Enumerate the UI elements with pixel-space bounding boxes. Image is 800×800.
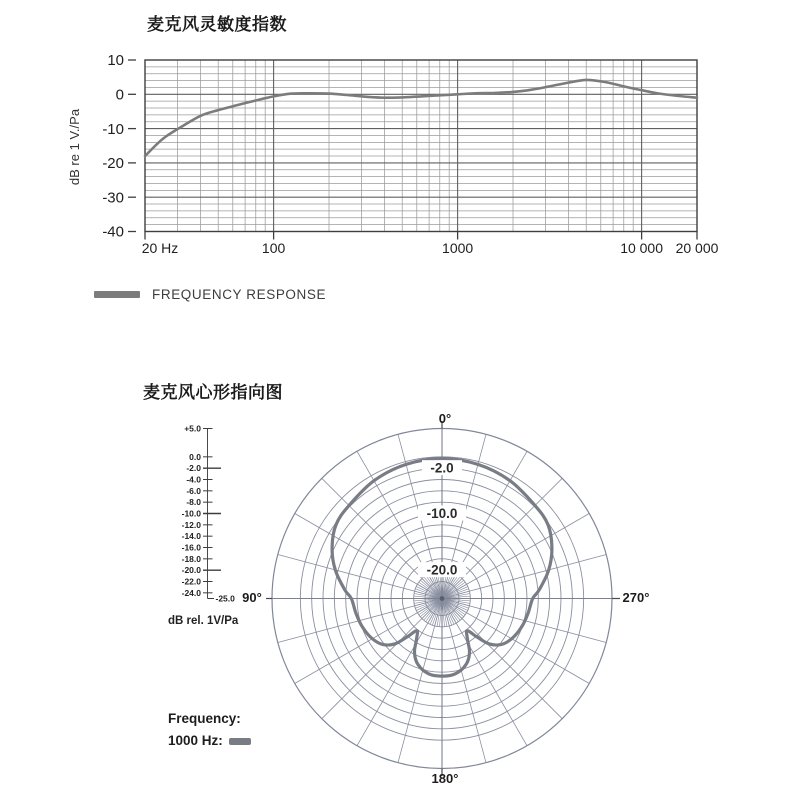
svg-text:-10: -10: [102, 120, 124, 138]
svg-text:-10.0: -10.0: [426, 506, 458, 521]
frequency-value: 1000 Hz:: [168, 733, 223, 748]
svg-text:-18.0: -18.0: [181, 553, 201, 564]
polar-chart-title: 麦克风心形指向图: [143, 383, 283, 402]
svg-text:0.0: 0.0: [189, 451, 201, 462]
svg-text:100: 100: [261, 240, 286, 256]
frequency-response-chart: [0, 0, 800, 330]
minor-grid: [145, 60, 697, 232]
svg-text:0: 0: [115, 86, 124, 104]
frequency-label: Frequency:: [168, 711, 241, 726]
svg-text:-2.0: -2.0: [186, 463, 201, 474]
cardioid-polar-chart: [0, 380, 800, 800]
svg-text:-16.0: -16.0: [181, 542, 201, 553]
svg-text:-2.0: -2.0: [430, 460, 454, 476]
svg-text:20 000: 20 000: [675, 240, 719, 256]
svg-text:-20.0: -20.0: [426, 562, 458, 578]
x-axis: [142, 232, 719, 257]
svg-text:+5.0: +5.0: [184, 423, 201, 434]
svg-text:-40: -40: [102, 223, 124, 241]
svg-text:-14.0: -14.0: [181, 531, 201, 542]
svg-text:90°: 90°: [242, 590, 262, 605]
svg-text:1000: 1000: [442, 240, 474, 256]
legend-color-swatch: [94, 291, 140, 298]
svg-text:270°: 270°: [622, 590, 650, 605]
svg-text:0°: 0°: [438, 411, 452, 426]
svg-text:-24.0: -24.0: [181, 587, 201, 598]
svg-text:-20.0: -20.0: [181, 565, 201, 576]
svg-text:-30: -30: [102, 189, 124, 207]
svg-text:-10.0: -10.0: [181, 508, 201, 519]
frequency-response-curve: [145, 80, 697, 156]
svg-text:20 Hz: 20 Hz: [141, 240, 179, 256]
svg-text:-12.0: -12.0: [181, 519, 201, 530]
svg-text:180°: 180°: [431, 771, 459, 786]
legend-label: FREQUENCY RESPONSE: [152, 287, 327, 302]
svg-text:10 000: 10 000: [620, 240, 664, 256]
svg-text:-20: -20: [102, 155, 124, 173]
svg-text:-22.0: -22.0: [181, 576, 201, 587]
polar-frequency-note: [168, 708, 251, 752]
svg-text:-8.0: -8.0: [186, 497, 201, 508]
db-scale-bar: [182, 424, 236, 604]
frequency-response-legend: [94, 287, 326, 302]
polar-scale-unit-label: dB rel. 1V/Pa: [168, 615, 239, 627]
y-axis: [102, 52, 136, 241]
svg-text:-4.0: -4.0: [186, 474, 201, 485]
svg-text:-6.0: -6.0: [186, 485, 201, 496]
plot-frame: [145, 60, 697, 232]
svg-text:-25.0: -25.0: [215, 593, 235, 604]
polar-center-dot: [440, 596, 445, 601]
sensitivity-chart-title: 麦克风灵敏度指数: [147, 15, 287, 34]
y-axis-title: dB re 1 V./Pa: [67, 108, 82, 186]
svg-text:10: 10: [107, 52, 124, 70]
major-grid: [145, 60, 697, 232]
pattern-color-swatch: [229, 738, 251, 745]
